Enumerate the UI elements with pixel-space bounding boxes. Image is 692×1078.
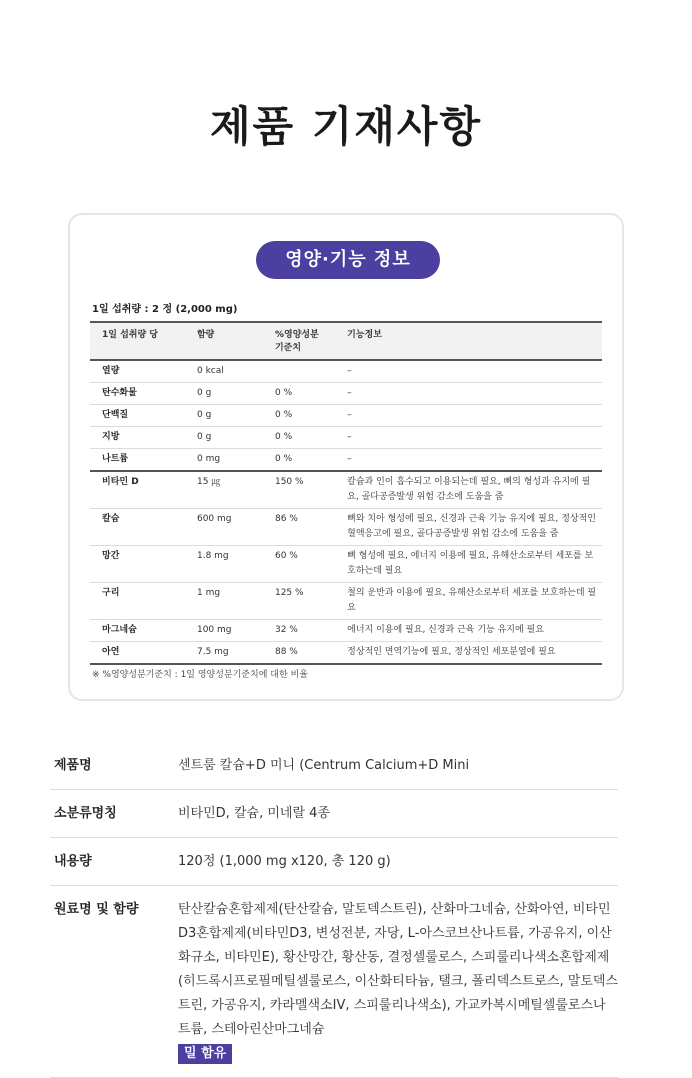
nutrient-percent xyxy=(271,360,343,383)
nutrient-amount: 1 mg xyxy=(193,583,271,620)
nutrient-function: 에너지 이용에 필요, 신경과 근육 기능 유지에 필요 xyxy=(343,620,602,642)
nutrient-percent: 60 % xyxy=(271,546,343,583)
nutrient-function: 뼈 형성에 필요, 에너지 이용에 필요, 유해산소로부터 세포를 보호하는데 필요 xyxy=(343,546,602,583)
nutrition-table xyxy=(90,321,602,665)
nutrient-name: 칼슘 xyxy=(90,509,193,546)
nutrient-name: 마그네슘 xyxy=(90,620,193,642)
allergen-badge: 밀 함유 xyxy=(178,1044,232,1064)
ingredients-text: 탄산칼슘혼합제제(탄산칼슘, 말토덱스트린), 산화마그네슘, 산화아연, 비타민D3혼합제제(비타민D3, 변성전분, 자당, L-아스코브산나트륨, 가공유지, 이산화규소, 비타민E), 황산망간, 황산동, 결정셀룰로스, 스피룰리나색소혼합제제(히드록시프로필메틸셀룰로스, 이산화티타늄, 탤크, 폴리덱스트로스, 말토덱스트린, 가공유지, 카라멜색소IV, 스피룰리나색소), 가교카복시메틸셀룰로스나트륨, 스테아린산마그네슘 xyxy=(178,902,618,1037)
nutrient-amount: 0 g xyxy=(193,383,271,405)
nutrient-name: 구리 xyxy=(90,583,193,620)
nutrient-amount: 1.8 mg xyxy=(193,546,271,583)
nutrient-percent: 150 % xyxy=(271,471,343,509)
nutrient-name: 나트륨 xyxy=(90,449,193,472)
nutrient-amount: 600 mg xyxy=(193,509,271,546)
nutrient-function: – xyxy=(343,405,602,427)
nutrient-amount: 7.5 mg xyxy=(193,642,271,665)
info-row-contents xyxy=(50,838,618,886)
nutrient-amount: 15 ㎍ xyxy=(193,471,271,509)
nutrient-percent: 0 % xyxy=(271,427,343,449)
nutrient-percent: 88 % xyxy=(271,642,343,665)
nutrient-amount: 0 kcal xyxy=(193,360,271,383)
nutrient-function: – xyxy=(343,449,602,472)
table-row xyxy=(90,620,602,642)
info-value: 센트룸 칼슘+D 미니 (Centrum Calcium+D Mini xyxy=(178,742,618,790)
nutrient-percent: 86 % xyxy=(271,509,343,546)
info-row-category xyxy=(50,790,618,838)
nutrient-function: 정상적인 면역기능에 필요, 정상적인 세포분열에 필요 xyxy=(343,642,602,665)
info-label: 제품명 xyxy=(50,742,178,790)
nutrient-name: 망간 xyxy=(90,546,193,583)
nutrient-name: 아연 xyxy=(90,642,193,665)
nutrient-percent: 125 % xyxy=(271,583,343,620)
table-row xyxy=(90,642,602,665)
nutrient-amount: 0 g xyxy=(193,405,271,427)
info-value: 120정 (1,000 mg x120, 총 120 g) xyxy=(178,838,618,886)
table-row xyxy=(90,360,602,383)
table-row xyxy=(90,427,602,449)
nutrient-name: 탄수화물 xyxy=(90,383,193,405)
info-row-product-name xyxy=(50,742,618,790)
info-row-ingredients xyxy=(50,886,618,1078)
table-row xyxy=(90,449,602,472)
product-info-table xyxy=(50,742,618,1078)
nutrient-name: 단백질 xyxy=(90,405,193,427)
nutrient-name: 열량 xyxy=(90,360,193,383)
nutrient-percent: 0 % xyxy=(271,449,343,472)
nutrient-function: 철의 운반과 이용에 필요, 유해산소로부터 세포를 보호하는데 필요 xyxy=(343,583,602,620)
footnote: ※ %영양성분기준치 : 1일 영양성분기준치에 대한 비율 xyxy=(92,670,308,680)
nutrition-card xyxy=(68,213,624,701)
header-amount: 함량 xyxy=(196,330,215,340)
nutrition-badge: 영양·기능 정보 xyxy=(256,241,440,279)
nutrient-amount: 100 mg xyxy=(193,620,271,642)
table-header-row xyxy=(90,322,602,360)
table-row xyxy=(90,546,602,583)
table-row xyxy=(90,405,602,427)
nutrient-name: 비타민 D xyxy=(90,471,193,509)
nutrient-percent: 0 % xyxy=(271,383,343,405)
table-row xyxy=(90,509,602,546)
nutrient-function: – xyxy=(343,427,602,449)
info-value-ingredients xyxy=(178,886,618,1078)
table-row xyxy=(90,471,602,509)
info-label: 소분류명칭 xyxy=(50,790,178,838)
nutrient-function: – xyxy=(343,383,602,405)
table-row xyxy=(90,383,602,405)
nutrient-percent: 0 % xyxy=(271,405,343,427)
info-value: 비타민D, 칼슘, 미네랄 4종 xyxy=(178,790,618,838)
info-label: 원료명 및 함량 xyxy=(50,886,178,1078)
nutrient-amount: 0 mg xyxy=(193,449,271,472)
header-function: 기능정보 xyxy=(347,330,382,340)
serving-size: 1일 섭취량 : 2 정 (2,000 mg) xyxy=(92,304,238,315)
header-daily-value: %영양성분 기준치 xyxy=(274,330,319,353)
nutrient-amount: 0 g xyxy=(193,427,271,449)
nutrient-name: 지방 xyxy=(90,427,193,449)
page-title: 제품 기재사항 xyxy=(209,102,483,151)
nutrient-percent: 32 % xyxy=(271,620,343,642)
header-per-serving: 1일 섭취량 당 xyxy=(102,330,158,340)
info-label: 내용량 xyxy=(50,838,178,886)
nutrient-function: – xyxy=(343,360,602,383)
nutrient-function: 뼈와 치아 형성에 필요, 신경과 근육 기능 유지에 필요, 정상적인 혈액응고에 필요, 골다공증발생 위험 감소에 도움을 줌 xyxy=(343,509,602,546)
nutrient-function: 칼슘과 인이 흡수되고 이용되는데 필요, 뼈의 형성과 유지에 필요, 골다공증발생 위험 감소에 도움을 줌 xyxy=(343,471,602,509)
table-row xyxy=(90,583,602,620)
